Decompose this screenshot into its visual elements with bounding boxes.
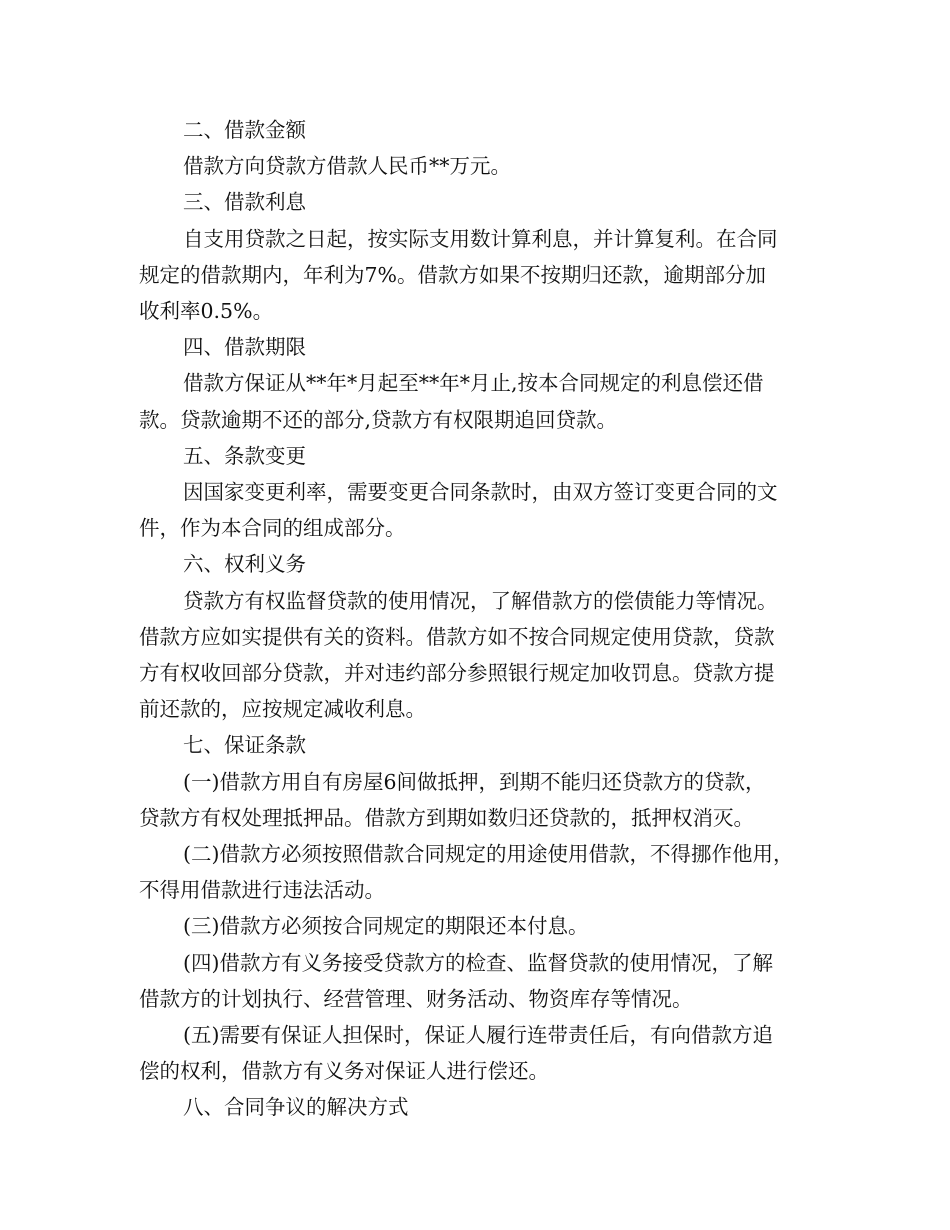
paragraph-line: (一)借款方用自有房屋6间做抵押，到期不能归还贷款方的贷款， <box>183 769 766 794</box>
paragraph-line: (二)借款方必须按照借款合同规定的用途使用借款，不得挪作他用， <box>183 842 794 867</box>
paragraph-line: 前还款的，应按规定减收利息。 <box>139 697 426 722</box>
paragraph-line: (四)借款方有义务接受贷款方的检查、监督贷款的使用情况，了解 <box>183 950 773 975</box>
section-heading-clause-change: 五、条款变更 <box>183 443 306 468</box>
paragraph-line: (五)需要有保证人担保时，保证人履行连带责任后，有向借款方追 <box>183 1023 773 1048</box>
paragraph-line: 借款方向贷款方借款人民币**万元。 <box>183 154 511 179</box>
paragraph-line: 不得用借款进行违法活动。 <box>139 878 385 903</box>
paragraph-line: 借款方应如实提供有关的资料。借款方如不按合同规定使用贷款，贷款 <box>139 624 775 649</box>
section-heading-loan-interest: 三、借款利息 <box>183 190 306 215</box>
paragraph-line: 因国家变更利率，需要变更合同条款时，由双方签订变更合同的文 <box>183 480 778 505</box>
paragraph-line: 款。贷款逾期不还的部分,贷款方有权限期追回贷款。 <box>139 407 618 432</box>
paragraph-line: 自支用贷款之日起，按实际支用数计算利息，并计算复利。在合同 <box>183 226 778 251</box>
document-body <box>139 112 829 1126</box>
section-heading-guarantee-terms: 七、保证条款 <box>183 733 306 758</box>
paragraph-line: 件，作为本合同的组成部分。 <box>139 516 406 541</box>
paragraph-line: 收利率0.5%。 <box>139 299 274 324</box>
section-heading-loan-amount: 二、借款金额 <box>183 118 306 142</box>
section-heading-dispute-resolution: 八、合同争议的解决方式 <box>183 1095 409 1120</box>
paragraph-line: (三)借款方必须按合同规定的期限还本付息。 <box>183 914 589 939</box>
paragraph-line: 借款方保证从**年*月起至**年*月止,按本合同规定的利息偿还借 <box>183 371 764 396</box>
section-heading-loan-term: 四、借款期限 <box>183 335 306 360</box>
paragraph-line: 方有权收回部分贷款，并对违约部分参照银行规定加收罚息。贷款方提 <box>139 661 775 686</box>
paragraph-line: 借款方的计划执行、经营管理、财务活动、物资库存等情况。 <box>139 986 693 1011</box>
section-heading-rights-obligations: 六、权利义务 <box>183 552 306 577</box>
paragraph-line: 偿的权利，借款方有义务对保证人进行偿还。 <box>139 1059 549 1084</box>
paragraph-line: 规定的借款期内，年利为7%。借款方如果不按期归还款，逾期部分加 <box>139 262 767 287</box>
paragraph-line: 贷款方有权处理抵押品。借款方到期如数归还贷款的，抵押权消灭。 <box>139 805 754 830</box>
paragraph-line: 贷款方有权监督贷款的使用情况，了解借款方的偿债能力等情况。 <box>183 588 778 613</box>
